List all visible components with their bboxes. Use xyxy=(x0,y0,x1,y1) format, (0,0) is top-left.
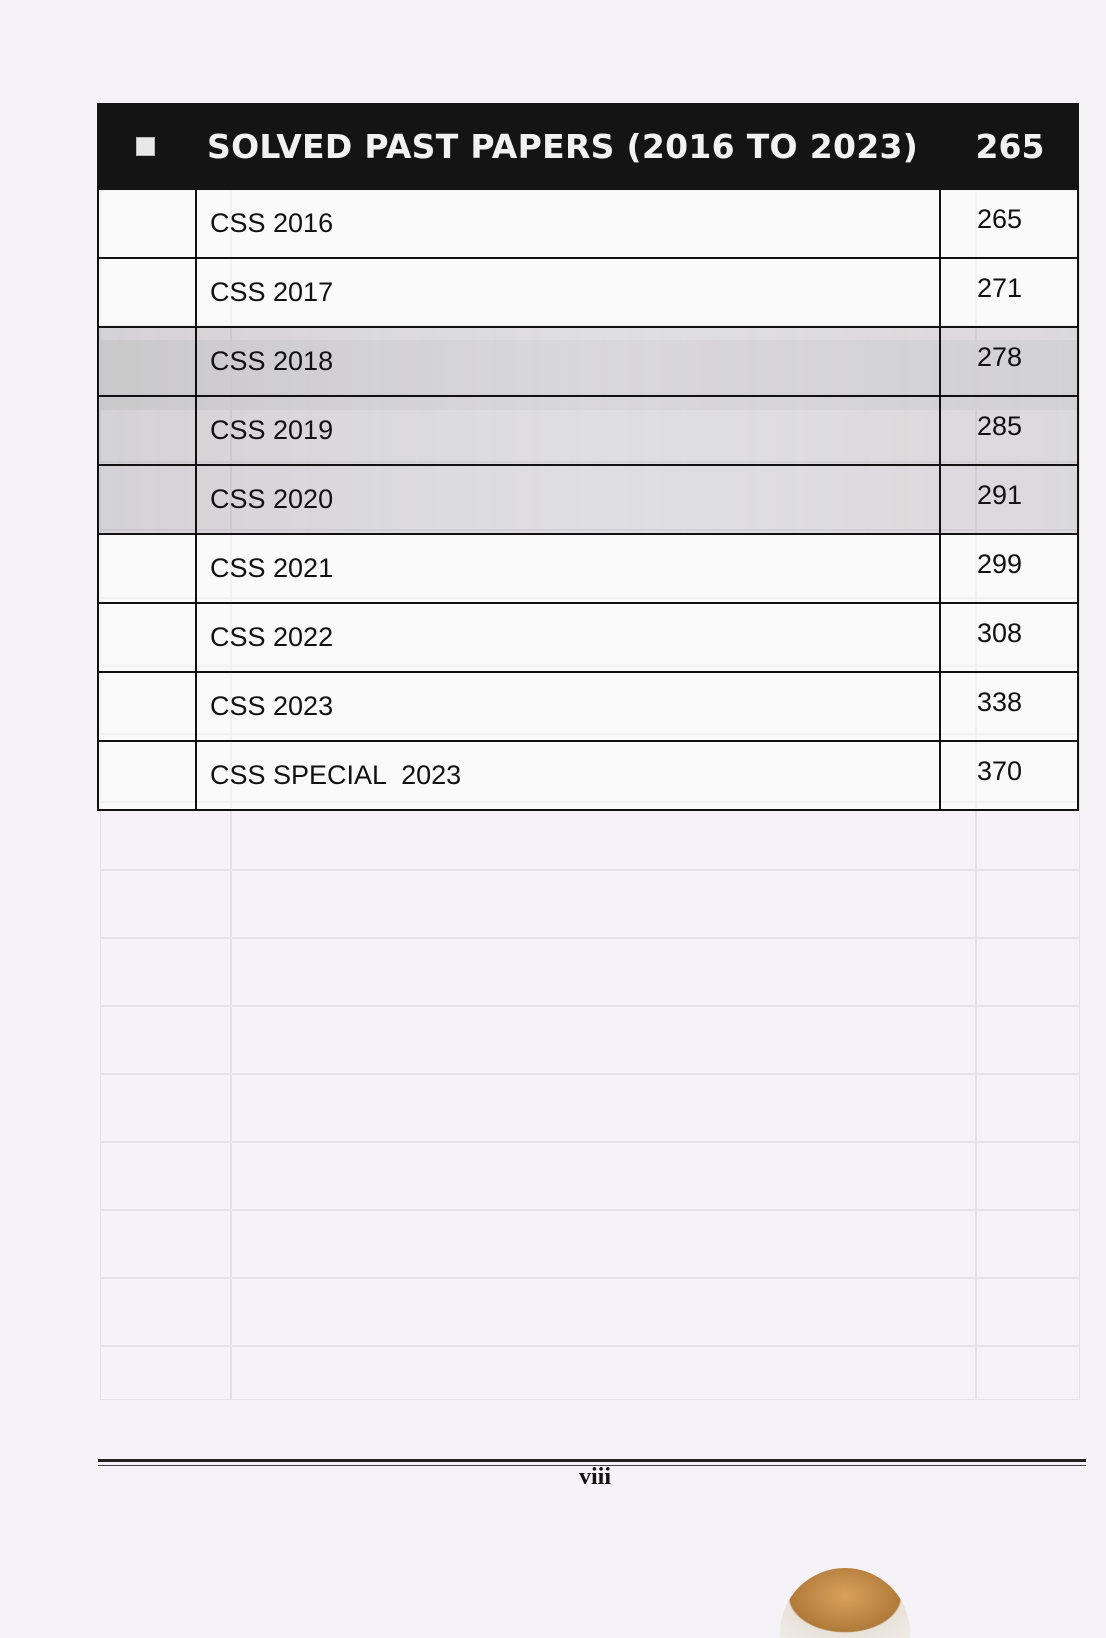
row-title: CSS SPECIAL 2023 xyxy=(197,742,941,809)
row-title: CSS 2020 xyxy=(197,466,941,533)
section-title: SOLVED PAST PAPERS (2016 TO 2023) xyxy=(207,127,919,166)
row-title: CSS 2016 xyxy=(197,190,941,257)
row-title: CSS 2021 xyxy=(197,535,941,602)
row-page: 271 xyxy=(976,273,1022,303)
row-number-cell xyxy=(99,673,197,740)
row-number-cell xyxy=(99,535,197,602)
row-title: CSS 2018 xyxy=(197,328,941,395)
table-row xyxy=(99,326,1077,395)
table-row xyxy=(99,257,1077,326)
row-title: CSS 2023 xyxy=(197,673,941,740)
row-page: 285 xyxy=(976,411,1022,441)
row-number-cell xyxy=(99,742,197,809)
section-page-number: 265 xyxy=(975,127,1045,166)
row-page: 291 xyxy=(976,480,1022,510)
square-bullet-icon xyxy=(97,137,193,156)
row-number-cell xyxy=(99,397,197,464)
row-number-cell xyxy=(99,259,197,326)
row-title: CSS 2017 xyxy=(197,259,941,326)
row-page: 308 xyxy=(976,618,1022,648)
row-title: CSS 2022 xyxy=(197,604,941,671)
table-row xyxy=(99,671,1077,740)
table-row xyxy=(99,740,1077,809)
row-page: 278 xyxy=(976,342,1022,372)
contents-rows xyxy=(97,190,1079,811)
table-row xyxy=(99,533,1077,602)
table-row xyxy=(99,190,1077,257)
row-page: 299 xyxy=(976,549,1022,579)
row-number-cell xyxy=(99,328,197,395)
footer-rule xyxy=(98,1459,1086,1462)
row-number-cell xyxy=(99,604,197,671)
contents-table xyxy=(97,103,1079,811)
row-page: 265 xyxy=(976,204,1022,234)
table-row xyxy=(99,602,1077,671)
page-number: viii xyxy=(578,1464,611,1490)
row-page: 370 xyxy=(976,756,1022,786)
thumb-photo-artifact xyxy=(780,1568,910,1638)
section-header xyxy=(97,103,1079,190)
table-row xyxy=(99,395,1077,464)
row-page: 338 xyxy=(976,687,1022,717)
row-number-cell xyxy=(99,190,197,257)
row-title: CSS 2019 xyxy=(197,397,941,464)
table-row xyxy=(99,464,1077,533)
row-number-cell xyxy=(99,466,197,533)
